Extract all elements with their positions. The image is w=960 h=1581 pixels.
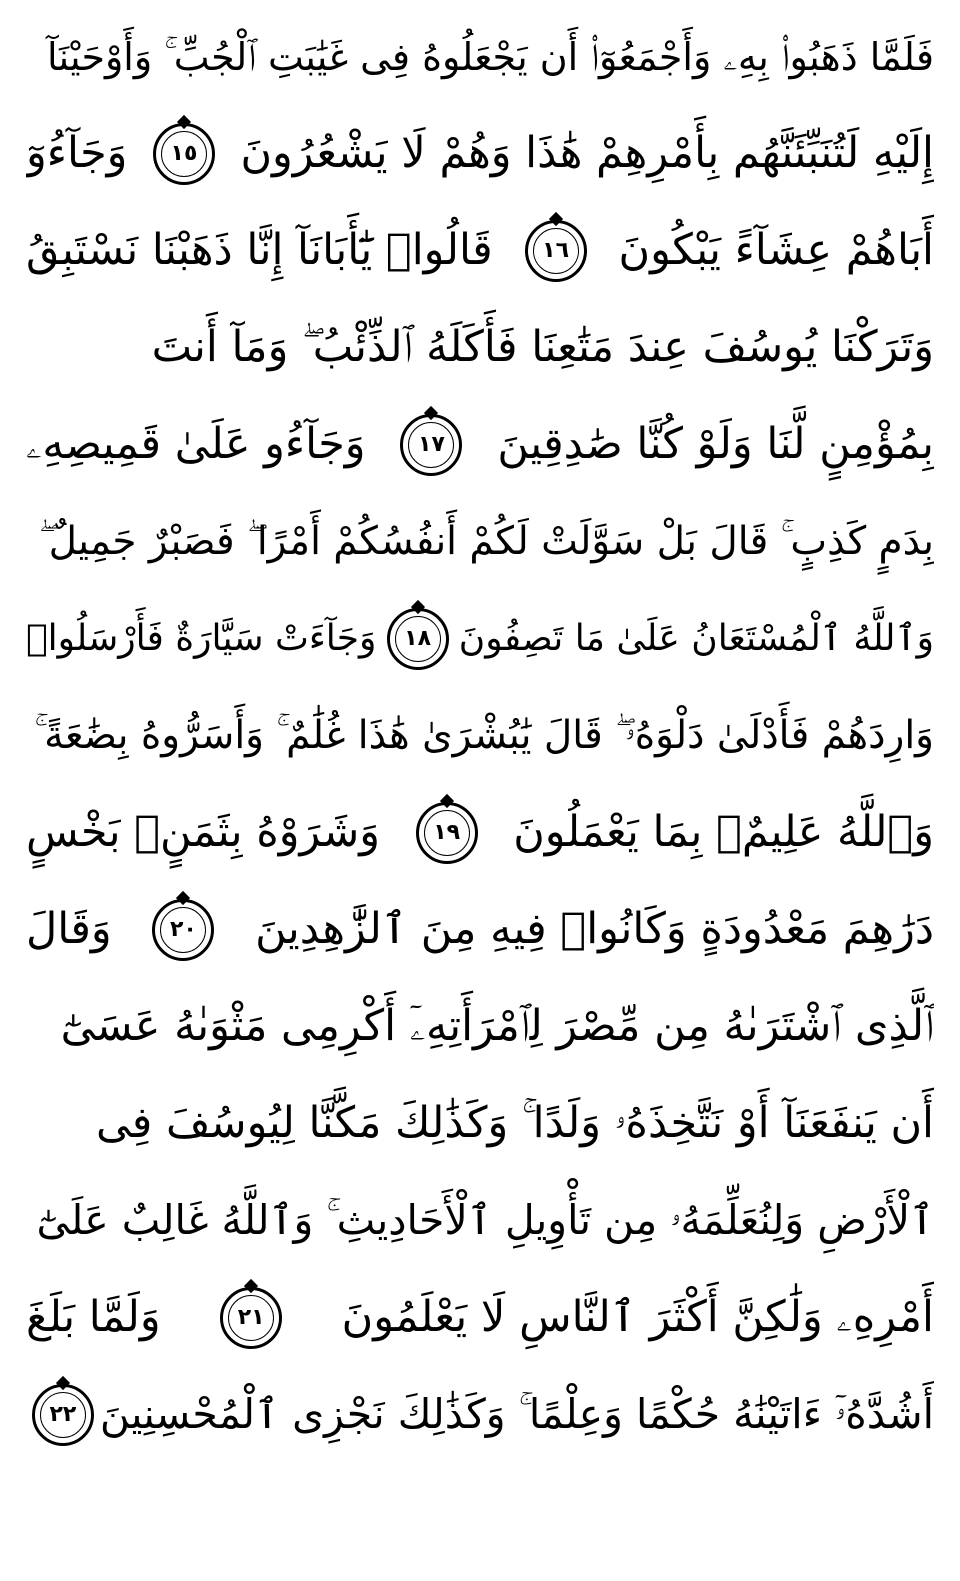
- ayah-end-marker: [152, 899, 214, 961]
- verse-line: [26, 1172, 934, 1269]
- verse-line: [26, 8, 934, 105]
- verse-line: [26, 1269, 934, 1366]
- ayah-number: ١٥: [170, 140, 198, 166]
- verse-text: وَشَرَوْهُ بِثَمَنٍۭ بَخْسٍ: [26, 807, 381, 857]
- verse-text: ٱلَّذِى ٱشْتَرَىٰهُ مِن مِّصْرَ لِٱمْرَأَتِهِۦٓ أَكْرِمِى مَثْوَىٰهُ عَسَىٰٓ: [60, 1001, 934, 1051]
- verse-text: وَقَالَ: [26, 904, 112, 954]
- ayah-end-marker: [220, 1287, 282, 1349]
- verse-text: وَجَآءُوٓ: [26, 128, 128, 178]
- verse-text: أَن يَنفَعَنَآ أَوْ نَتَّخِذَهُۥ وَلَدًا ۚ وَكَذَٰلِكَ مَكَّنَّا لِيُوسُفَ فِى: [95, 1098, 934, 1148]
- verse-line: [26, 784, 934, 881]
- ayah-number: ٢١: [237, 1304, 265, 1330]
- ayah-number: ٢٢: [49, 1401, 77, 1427]
- ayah-number: ٢٠: [169, 916, 197, 942]
- verse-text: أَمْرِهِۦ وَلَٰكِنَّ أَكْثَرَ ٱلنَّاسِ لَا يَعْلَمُونَ: [341, 1292, 934, 1342]
- ayah-end-marker: [400, 414, 462, 476]
- verse-text: وَجَآءَتْ سَيَّارَةٌ فَأَرْسَلُوا۟: [26, 617, 377, 659]
- verse-line: [26, 1075, 934, 1172]
- verse-line: [26, 396, 934, 493]
- ayah-number: ١٨: [404, 625, 432, 651]
- verse-line: [26, 493, 934, 590]
- verse-line: [26, 881, 934, 978]
- verse-text: أَشُدَّهُۥٓ ءَاتَيْنَٰهُ حُكْمًا وَعِلْمًا ۚ وَكَذَٰلِكَ نَجْزِى ٱلْمُحْسِنِينَ: [99, 1390, 934, 1438]
- verse-line: [26, 299, 934, 396]
- verse-text: قَالُوا۟ يَٰٓأَبَانَآ إِنَّا ذَهَبْنَا نَسْتَبِقُ: [26, 225, 493, 275]
- verse-text: وَٱللَّهُ ٱلْمُسْتَعَانُ عَلَىٰ مَا تَصِفُونَ: [458, 617, 934, 659]
- verse-line: [26, 202, 934, 299]
- ayah-end-marker: [153, 123, 215, 185]
- verse-text: وَلَمَّا بَلَغَ: [26, 1292, 161, 1342]
- ayah-end-marker: [387, 608, 449, 670]
- verse-text: بِدَمٍ كَذِبٍ ۚ قَالَ بَلْ سَوَّلَتْ لَكُمْ أَنفُسُكُمْ أَمْرًا ۖ فَصَبْرٌ جَمِيلٌ ۖ: [38, 519, 934, 564]
- verse-text: ٱلْأَرْضِ وَلِنُعَلِّمَهُۥ مِن تَأْوِيلِ ٱلْأَحَادِيثِ ۚ وَٱللَّهُ غَالِبٌ عَلَىٰٓ: [36, 1196, 934, 1244]
- verse-text: بِمُؤْمِنٍ لَّنَا وَلَوْ كُنَّا صَٰدِقِينَ: [497, 419, 934, 469]
- verse-line: [26, 978, 934, 1075]
- verse-text: إِلَيْهِ لَتُنَبِّئَنَّهُم بِأَمْرِهِمْ هَٰذَا وَهُمْ لَا يَشْعُرُونَ: [240, 128, 934, 178]
- verse-text: وَتَرَكْنَا يُوسُفَ عِندَ مَتَٰعِنَا فَأَكَلَهُ ٱلذِّئْبُ ۖ وَمَآ أَنتَ: [151, 322, 934, 372]
- verse-text: دَرَٰهِمَ مَعْدُودَةٍ وَكَانُوا۟ فِيهِ مِنَ ٱلزَّٰهِدِينَ: [255, 904, 934, 954]
- verse-text: وَٱللَّهُ عَلِيمٌۢ بِمَا يَعْمَلُونَ: [513, 807, 934, 857]
- verse-line: [26, 1366, 934, 1463]
- ayah-end-marker: [525, 220, 587, 282]
- ayah-end-marker: [416, 802, 478, 864]
- verse-line: [26, 590, 934, 687]
- verse-text: أَبَاهُمْ عِشَآءً يَبْكُونَ: [618, 225, 934, 275]
- ayah-number: ١٩: [433, 819, 461, 845]
- verse-line: [26, 105, 934, 202]
- verse-text: وَارِدَهُمْ فَأَدْلَىٰ دَلْوَهُۥ ۖ قَالَ يَٰبُشْرَىٰ هَٰذَا غُلَٰمٌ ۚ وَأَسَرُّوهُ بِضَٰعَةً ۚ: [34, 713, 934, 758]
- verse-line: [26, 687, 934, 784]
- verse-text: فَلَمَّا ذَهَبُوا۟ بِهِۦ وَأَجْمَعُوٓا۟ أَن يَجْعَلُوهُ فِى غَيَٰبَتِ ٱلْجُبِّ ۚ وَأَوْحَيْنَآ: [46, 34, 934, 79]
- ayah-number: ١٧: [418, 431, 445, 457]
- verse-text: وَجَآءُو عَلَىٰ قَمِيصِهِۦ: [26, 419, 366, 469]
- ayah-end-marker: [32, 1384, 94, 1446]
- ayah-number: ١٦: [542, 237, 570, 263]
